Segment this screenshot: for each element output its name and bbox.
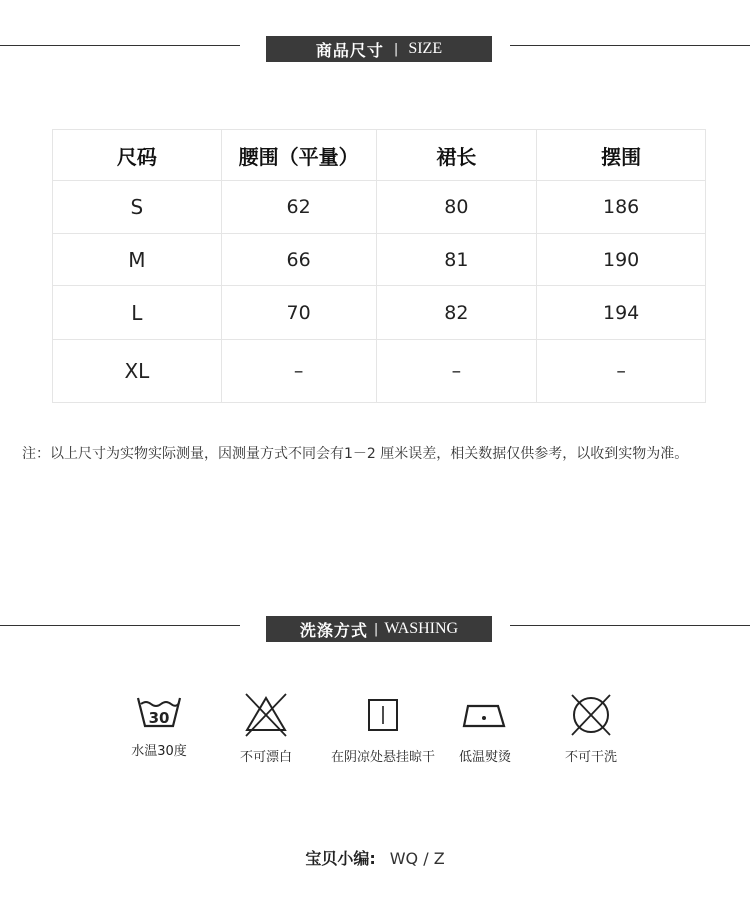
editor-label: 宝贝小编: <box>305 849 376 868</box>
editor-credit <box>0 846 750 869</box>
cell-waist: 66 <box>221 234 376 286</box>
low-iron-icon <box>460 692 510 738</box>
washing-title-en: WASHING <box>384 620 459 637</box>
size-title-en: SIZE <box>408 40 443 57</box>
cell-size: S <box>53 181 222 234</box>
size-header-right-rule <box>510 45 750 46</box>
cell-waist: 62 <box>221 181 376 234</box>
size-section-title <box>266 36 492 62</box>
washing-header-left-rule <box>0 625 240 626</box>
cell-waist: 70 <box>221 286 376 340</box>
cell-waist: – <box>221 340 376 403</box>
wash-label: 低温熨烫 <box>458 750 511 765</box>
size-note: 注：以上尺寸为实物实际测量，因测量方式不同会有1－2 厘米误差，相关数据仅供参考，以收到实物为准。 <box>22 446 689 462</box>
size-table-header-row <box>53 130 706 181</box>
no-bleach-icon <box>242 692 290 738</box>
wash-item-no-dry-clean <box>531 692 651 765</box>
table-row <box>53 286 706 340</box>
wash-label: 不可干洗 <box>564 750 617 765</box>
header-hem: 摆围 <box>537 130 706 181</box>
cell-length: 80 <box>376 181 537 234</box>
header-size: 尺码 <box>53 130 222 181</box>
cell-hem: – <box>537 340 706 403</box>
table-row <box>53 340 706 403</box>
wash-label: 水温30度 <box>131 744 187 759</box>
wash-item-no-bleach <box>206 692 326 765</box>
cell-hem: 186 <box>537 181 706 234</box>
washing-title-separator: | <box>373 621 379 637</box>
cell-hem: 190 <box>537 234 706 286</box>
wash-item-30 <box>99 692 219 759</box>
cell-length: 82 <box>376 286 537 340</box>
wash-label: 在阴凉处悬挂晾干 <box>330 750 435 765</box>
cell-hem: 194 <box>537 286 706 340</box>
size-header-left-rule <box>0 45 240 46</box>
cell-size: L <box>53 286 222 340</box>
header-waist: 腰围（平量） <box>221 130 376 181</box>
no-dry-clean-icon <box>567 692 615 738</box>
header-length: 裙长 <box>376 130 537 181</box>
wash-30-icon <box>135 692 183 732</box>
cell-length: 81 <box>376 234 537 286</box>
table-row <box>53 234 706 286</box>
wash-label: 不可漂白 <box>239 750 292 765</box>
washing-header-right-rule <box>510 625 750 626</box>
washing-section-title <box>266 616 492 642</box>
wash-item-low-iron <box>425 692 545 765</box>
table-row <box>53 181 706 234</box>
cell-size: XL <box>53 340 222 403</box>
washing-title-cn: 洗涤方式 <box>299 620 368 640</box>
wash-temp-text: 30 <box>148 709 170 727</box>
cell-length: – <box>376 340 537 403</box>
shade-dry-icon <box>359 692 407 738</box>
size-title-separator: | <box>393 41 399 57</box>
editor-value: WQ / Z <box>389 849 445 868</box>
size-table <box>52 129 706 403</box>
size-title-cn: 商品尺寸 <box>315 40 384 60</box>
cell-size: M <box>53 234 222 286</box>
